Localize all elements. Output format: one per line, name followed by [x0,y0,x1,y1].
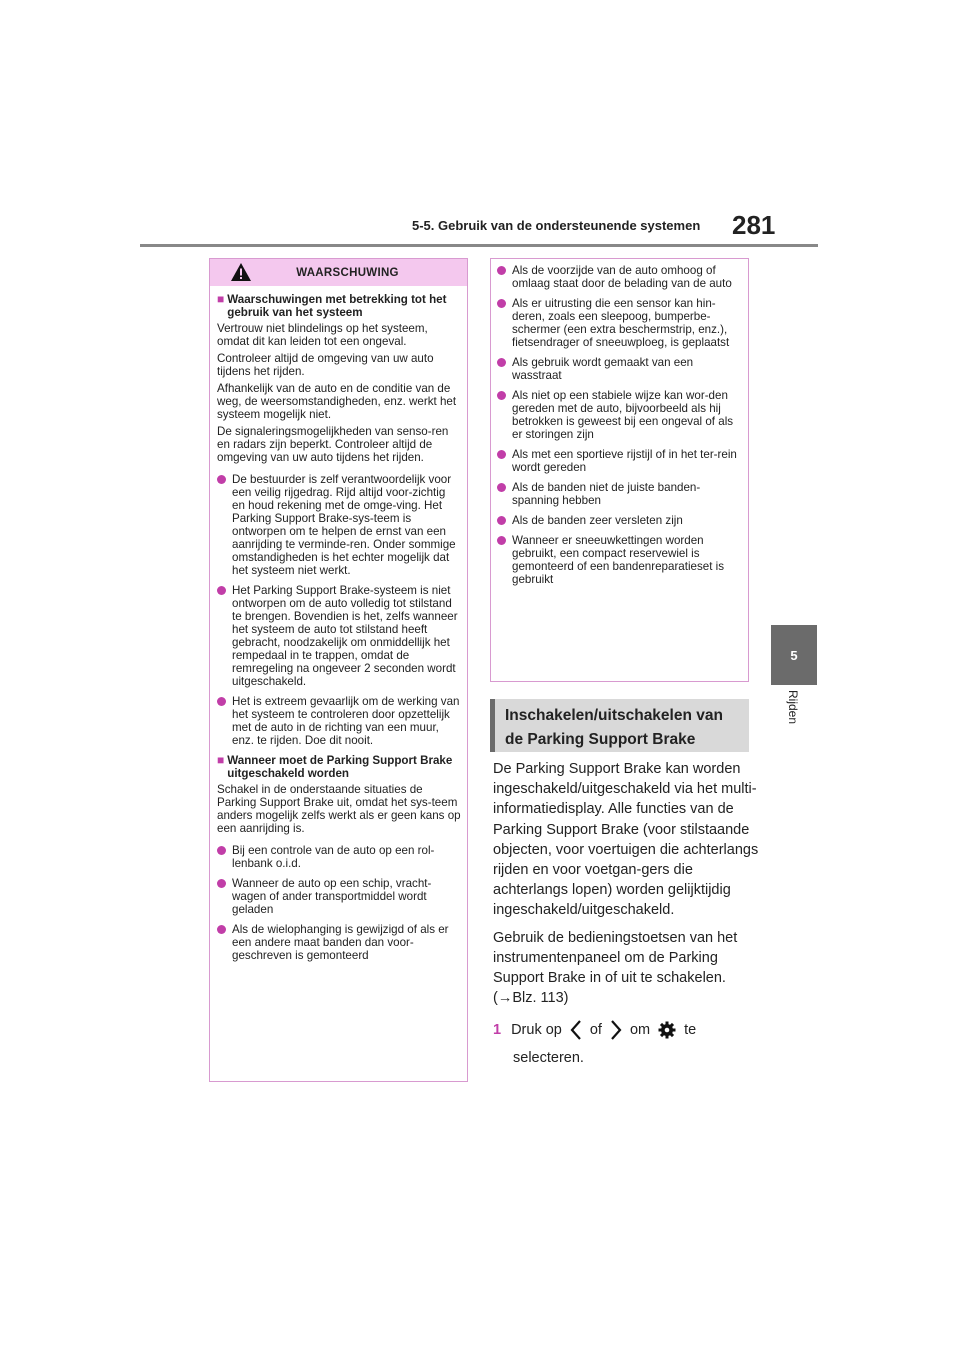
bullet-icon [217,846,226,855]
list-item-text: Als de banden niet de juiste banden-spanning hebben [512,481,701,507]
list-item-text: Als gebruik wordt gemaakt van een wasstraat [512,356,694,382]
warning-para: Schakel in de onderstaande situaties de Parking Support Brake uit, omdat het sys-teem anders mogelijk zelfs werkt als er geen kans op een aanrijding is. [217,783,461,835]
square-bullet-icon: ■ [217,753,225,767]
list-item [217,695,461,747]
bullet-icon [217,697,226,706]
step-1 [493,1018,763,1070]
list-item [497,389,742,441]
bullet-icon [497,450,506,459]
list-item-text: Als de voorzijde van de auto omhoog of omlaag staat door de belading van de auto [512,264,732,290]
step-text-a: Druk op [511,1022,562,1038]
list-item [497,514,742,527]
warning-title: WAARSCHUWING [296,266,399,279]
header-rule [140,244,818,247]
list-item-text: Wanneer de auto op een schip, vracht-wagen of ander transportmiddel wordt geladen [232,877,432,916]
warning-box [209,258,468,1082]
step-text-d: te [684,1022,697,1038]
warning-para: De signaleringsmogelijkheden van senso-ren en radars zijn beperkt. Controleer altijd de omgeving van uw auto tijdens het rijden. [217,425,449,464]
section-heading-line-1: Inschakelen/uitschakelen van [505,707,723,724]
body-paragraph: Gebruik de bedieningstoetsen van het instrumentenpaneel om de Parking Support Brake in of uit te schakelen. (→Blz. 113) [493,929,738,1007]
bullet-icon [217,879,226,888]
warning-heading-2 [217,754,461,780]
list-item-text: Bij een controle van de auto op een rol-lenbank o.i.d. [232,844,435,870]
list-item-text: Als de banden zeer versleten zijn [512,514,683,527]
page-number: 281 [732,210,776,240]
list-item-text: Het Parking Support Brake-systeem is niet ontworpen om de auto volledig tot stilstand te brengen. Bovendien is het, zelfs wanneer het systeem de auto tot stilstand heeft gebracht, noodzakelijk om onmiddellijk het rempedaal in te trappen, omdat de remregeling na ongeveer 2 seconden wordt uitgeschakeld. [232,584,458,688]
continued-warning-box [490,258,749,682]
bullet-icon [497,391,506,400]
list-item [497,448,742,474]
bullet-icon [497,266,506,275]
step-number: 1 [493,1022,502,1038]
warning-triangle-icon [230,262,252,282]
list-item-text: Als met een sportieve rijstijl of in het ter-rein wordt gereden [512,448,737,474]
warning-para: Vertrouw niet blindelings op het systeem, omdat dit kan leiden tot een ongeval. [217,322,428,348]
chevron-right-icon [610,1019,622,1041]
warning-heading-1-text: Waarschuwingen met betrekking tot het gebruik van het systeem [227,293,447,319]
step-text-c: om [629,1022,651,1038]
warning-para: Afhankelijk van de auto en de conditie van de weg, de weersomstandigheden, enz. werkt het systeem mogelijk niet. [217,382,457,421]
warning-para: Controleer altijd de omgeving van uw auto tijdens het rijden. [217,352,434,378]
bullet-icon [497,536,506,545]
chapter-tab: 5 [771,625,817,685]
warning-heading-2-text: Wanneer moet de Parking Support Brake uitgeschakeld worden [227,754,453,780]
step-text-b: of [589,1022,602,1038]
warning-content [210,286,467,962]
list-item [217,584,461,688]
list-item [497,264,742,290]
section-heading-line-2: de Parking Support Brake [505,731,696,748]
square-bullet-icon: ■ [217,292,225,306]
warning-heading-1 [217,293,461,319]
list-item [497,356,742,382]
list-item [217,473,461,577]
list-item-text: Als niet op een stabiele wijze kan wor-den gereden met de auto, bijvoorbeeld als hij betrokken is geweest bij een ongeval of als er storingen zijn [512,389,734,441]
bullet-icon [497,483,506,492]
chapter-name: Rijden [786,690,800,725]
bullet-icon [497,299,506,308]
list-item [217,923,461,962]
body-text [493,759,763,1015]
list-item-text: De bestuurder is zelf verantwoordelijk voor een veilig rijgedrag. Rijd altijd voor-zichtig en houd rekening met de omge-ving. Het Parking Support Brake-sys-teem is ontworpen om te helpen de ernst van een aanrijding te verminde-ren. Onder sommige omstandigheden is het echter mogelijk dat het systeem niet werkt. [232,473,456,577]
list-item [497,297,742,349]
step-text-e: selecteren. [513,1050,584,1066]
list-item [497,481,742,507]
warning-header [210,259,467,286]
list-item-text: Als de wielophanging is gewijzigd of als er een andere maat banden dan voor-geschreven is gemonteerd [232,923,449,962]
bullet-icon [217,586,226,595]
bullet-icon [217,925,226,934]
list-item-text: Wanneer er sneeuwkettingen worden gebruikt, een compact reservewiel is gemonteerd of een bandenreparatieset is gebruikt [512,534,725,586]
list-item [217,844,461,870]
list-item-text: Het is extreem gevaarlijk om de werking van het systeem te controleren door opzettelijk met de auto in de richting van een muur, enz. te rijden. Doe dit nooit. [232,695,460,747]
list-item [497,534,742,586]
list-item [217,877,461,916]
bullet-icon [497,358,506,367]
bullet-icon [217,475,226,484]
section-heading [490,699,749,752]
header-section-title: 5-5. Gebruik van de ondersteunende systemen [412,218,701,233]
list-item-text: Als er uitrusting die een sensor kan hin-deren, zoals een sleepoog, bumperbe-schermer (een extra beschermstrip, enz.), fietsendrager of sneeuwploeg, is geplaatst [512,297,730,349]
bullet-icon [497,516,506,525]
body-paragraph: De Parking Support Brake kan worden ingeschakeld/uitgeschakeld via het multi-informatiedisplay. Alle functies van de Parking Support Brake (voor stilstaande objecten, voor voertuigen die achterlangs rijden en voor voetgan-gers die achterlangs lopen) worden gelijktijdig ingeschakeld/uitgeschakeld. [493,761,759,919]
gear-icon [658,1021,676,1039]
chevron-left-icon [570,1019,582,1041]
